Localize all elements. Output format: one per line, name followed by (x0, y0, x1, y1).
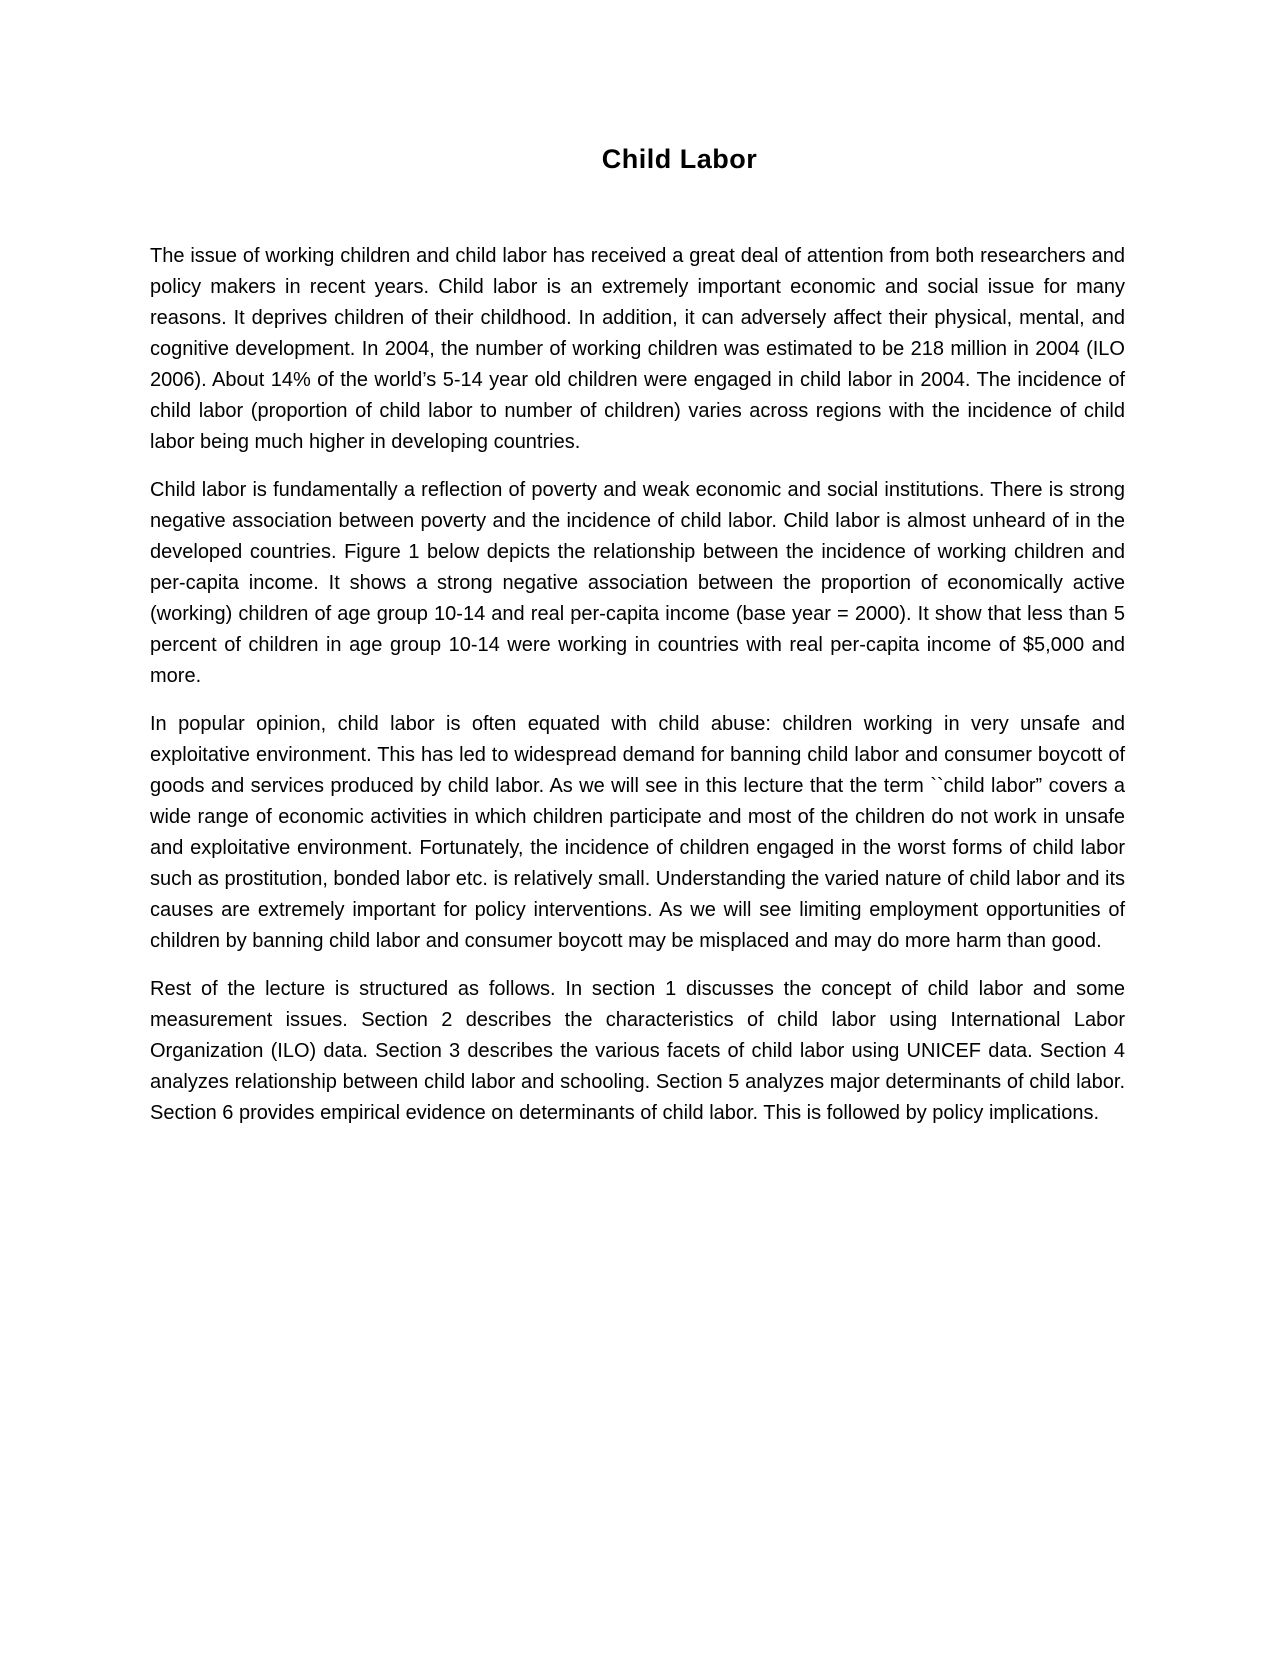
paragraph-lecture-structure: Rest of the lecture is structured as follows. In section 1 discusses the concept of child labor and some measurement issues. Section 2 describes the characteristics of child labor using International Labor Organization (ILO) data. Section 3 describes the various facets of child labor using UNICEF data. Section 4 analyzes relationship between child labor and schooling. Section 5 analyzes major determinants of child labor. Section 6 provides empirical evidence on determinants of child labor. This is followed by policy implications. (150, 978, 1125, 1124)
document-body (150, 241, 1125, 1129)
paragraph-popular-opinion: In popular opinion, child labor is often equated with child abuse: children working in very unsafe and exploitative environment. This has led to widespread demand for banning child labor and consumer boycott of goods and services produced by child labor. As we will see in this lecture that the term ``child labor” covers a wide range of economic activities in which children participate and most of the children do not work in unsafe and exploitative environment. Fortunately, the incidence of children engaged in the worst forms of child labor such as prostitution, bonded labor etc. is relatively small. Understanding the varied nature of child labor and its causes are extremely important for policy interventions. As we will see limiting employment opportunities of children by banning child labor and consumer boycott may be misplaced and may do more harm than good. (150, 713, 1125, 952)
paragraph-intro: The issue of working children and child labor has received a great deal of attention from both researchers and policy makers in recent years. Child labor is an extremely important economic and social issue for many reasons. It deprives children of their childhood. In addition, it can adversely affect their physical, mental, and cognitive development. In 2004, the number of working children was estimated to be 218 million in 2004 (ILO 2006). About 14% of the world’s 5-14 year old children were engaged in child labor in 2004. The incidence of child labor (proportion of child labor to number of children) varies across regions with the incidence of child labor being much higher in developing countries. (150, 245, 1125, 453)
paragraph-poverty-link: Child labor is fundamentally a reflection of poverty and weak economic and social institutions. There is strong negative association between poverty and the incidence of child labor. Child labor is almost unheard of in the developed countries. Figure 1 below depicts the relationship between the incidence of working children and per-capita income. It shows a strong negative association between the proportion of economically active (working) children of age group 10-14 and real per-capita income (base year = 2000). It show that less than 5 percent of children in age group 10-14 were working in countries with real per-capita income of $5,000 and more. (150, 479, 1125, 687)
page-title: Child Labor (601, 144, 758, 174)
